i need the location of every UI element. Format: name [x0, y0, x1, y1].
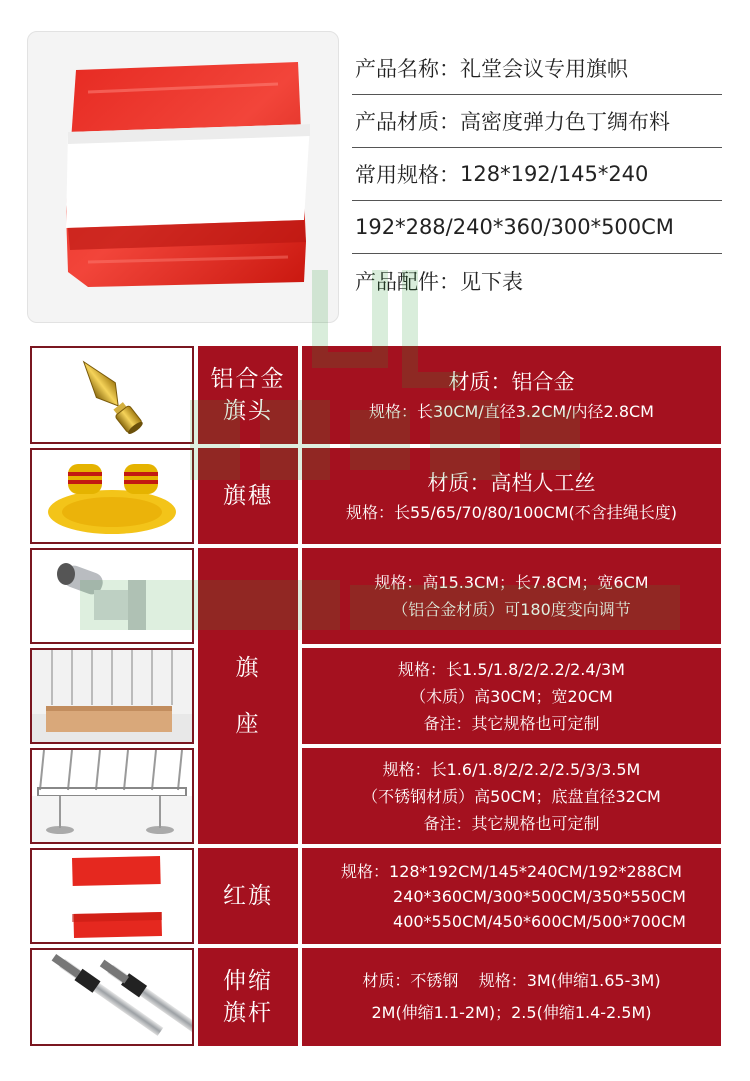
tassel-name: 旗穗 — [198, 448, 298, 544]
pole-name-line2: 旗杆 — [223, 1000, 273, 1026]
finial-name-line1: 铝合金 — [210, 366, 286, 392]
pole-line1: 材质：不锈钢 规格：3M(伸缩1.65-3M) — [362, 971, 661, 990]
steel-base-desc — [302, 748, 721, 844]
base-name — [198, 548, 298, 844]
bracket-line1: 规格：高15.3CM；长7.8CM；宽6CM — [374, 573, 649, 592]
bracket-photo — [30, 548, 194, 644]
steel-line2: （不锈钢材质）高50CM；底盘直径32CM — [362, 786, 661, 806]
tassel-photo — [30, 448, 194, 544]
spec-value: 128*192/145*240 — [460, 162, 649, 186]
spec-value: 礼堂会议专用旗帜 — [460, 57, 628, 81]
wood-line2: （木质）高30CM；宽20CM — [410, 686, 613, 706]
bracket-desc — [302, 548, 721, 644]
table-row-base — [30, 548, 721, 844]
tassel-spec: 规格：长55/65/70/80/100CM(不含挂绳长度) — [345, 502, 677, 522]
table-row-finial — [30, 346, 721, 444]
spec-row-name — [352, 42, 722, 95]
pole-desc — [302, 948, 721, 1046]
spec-row-material — [352, 95, 722, 148]
steel-line3: 备注：其它规格也可定制 — [423, 813, 600, 833]
folded-flag-photo — [27, 31, 339, 323]
spec-value: 高密度弹力色丁绸布料 — [460, 110, 670, 134]
steel-base-photo — [30, 748, 194, 844]
finial-spec: 规格：长30CM/直径3.2CM/内径2.8CM — [369, 401, 654, 421]
spec-key: 产品材质： — [355, 110, 460, 134]
product-spec-list — [352, 42, 722, 307]
table-row-tassel — [30, 448, 721, 544]
finial-desc — [302, 346, 721, 444]
spec-row-sizes-more — [352, 201, 722, 254]
pole-line2: 2M(伸缩1.1-2M)；2.5(伸缩1.4-2.5M) — [371, 1003, 652, 1022]
finial-name-line2: 旗头 — [223, 398, 273, 424]
accessory-table — [30, 346, 721, 1046]
pole-name — [198, 948, 298, 1046]
spec-key: 常用规格： — [355, 163, 460, 187]
spec-row-accessories — [352, 254, 722, 307]
pole-name-line1: 伸缩 — [223, 968, 273, 994]
finial-title: 材质：铝合金 — [448, 369, 575, 394]
table-row-pole — [30, 948, 721, 1046]
wood-base-desc — [302, 648, 721, 744]
spec-row-sizes — [352, 148, 722, 201]
table-row-flag — [30, 848, 721, 944]
bracket-line2: （铝合金材质）可180度变向调节 — [392, 600, 631, 619]
base-name-line1: 旗 — [235, 655, 261, 681]
spec-key: 产品名称： — [355, 57, 460, 81]
wood-base-photo — [30, 648, 194, 744]
flag-name: 红旗 — [198, 848, 298, 944]
finial-photo — [30, 346, 194, 444]
spec-key: 产品配件： — [355, 269, 460, 294]
base-name-line2: 座 — [235, 711, 261, 737]
red-flag-photo — [30, 848, 194, 944]
wood-line3: 备注：其它规格也可定制 — [423, 713, 600, 733]
tassel-title: 材质：高档人工丝 — [427, 470, 596, 495]
finial-name — [198, 346, 298, 444]
spec-value: 见下表 — [460, 269, 523, 294]
flag-desc — [302, 848, 721, 944]
telescopic-pole-photo — [30, 948, 194, 1046]
spec-value: 192*288/240*360/300*500CM — [355, 215, 674, 239]
flag-line3: 400*550CM/450*600CM/500*700CM — [393, 911, 686, 931]
wood-line1: 规格：长1.5/1.8/2/2.2/2.4/3M — [398, 659, 625, 679]
steel-line1: 规格：长1.6/1.8/2/2.2/2.5/3/3.5M — [382, 759, 641, 779]
tassel-desc — [302, 448, 721, 544]
flag-line2: 240*360CM/300*500CM/350*550CM — [393, 886, 686, 906]
flag-line1: 规格：128*192CM/145*240CM/192*288CM — [341, 861, 682, 881]
